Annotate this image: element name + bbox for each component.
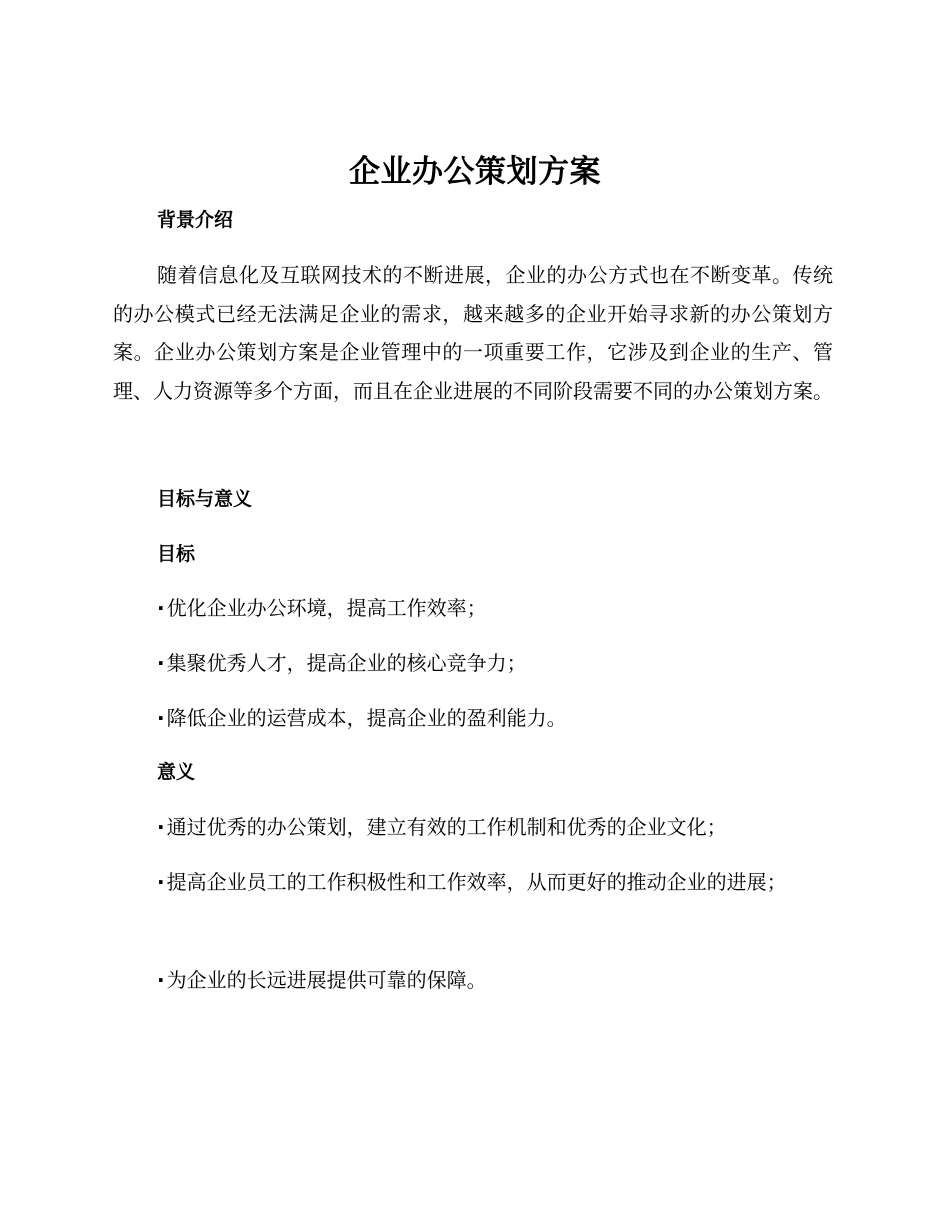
goal-item-text: 优化企业办公环境，提高工作效率； — [166, 596, 487, 620]
subheading-meaning: 意义 — [157, 761, 196, 783]
goal-item — [157, 704, 567, 732]
goal-item — [157, 594, 487, 622]
subheading-goals: 目标 — [157, 543, 196, 565]
meaning-item — [157, 813, 727, 841]
meaning-item — [113, 861, 813, 903]
document-title: 企业办公策划方案 — [349, 154, 601, 190]
goal-item — [157, 649, 527, 677]
meaning-item-text: 提高企业员工的工作积极性和工作效率，从而更好的推动企业的进展； — [166, 870, 787, 894]
bullet-dot: · — [157, 870, 165, 894]
meaning-item-text: 为企业的长远进展提供可靠的保障。 — [166, 968, 487, 992]
meaning-item-text: 通过优秀的办公策划，建立有效的工作机制和优秀的企业文化； — [166, 815, 727, 839]
goal-item-text: 降低企业的运营成本，提高企业的盈利能力。 — [166, 706, 567, 730]
bullet-dot: · — [157, 815, 165, 839]
bullet-dot: · — [157, 968, 165, 992]
bullet-dot: · — [157, 706, 165, 730]
goal-item-text: 集聚优秀人才，提高企业的核心竞争力； — [166, 651, 527, 675]
meaning-item — [157, 966, 487, 994]
section-heading-background: 背景介绍 — [157, 209, 234, 231]
bullet-dot: · — [157, 596, 165, 620]
bullet-dot: · — [157, 651, 165, 675]
section-heading-goals-meaning: 目标与意义 — [157, 488, 253, 510]
background-paragraph: 随着信息化及互联网技术的不断进展，企业的办公方式也在不断变革。传统的办公模式已经无法满足企业的需求，越来越多的企业开始寻求新的办公策划方案。企业办公策划方案是企业管理中的一项重要工作，它涉及到企业的生产、管理、人力资源等多个方面，而且在企业进展的不同阶段需要不同的办公策划方案。 — [113, 263, 833, 403]
